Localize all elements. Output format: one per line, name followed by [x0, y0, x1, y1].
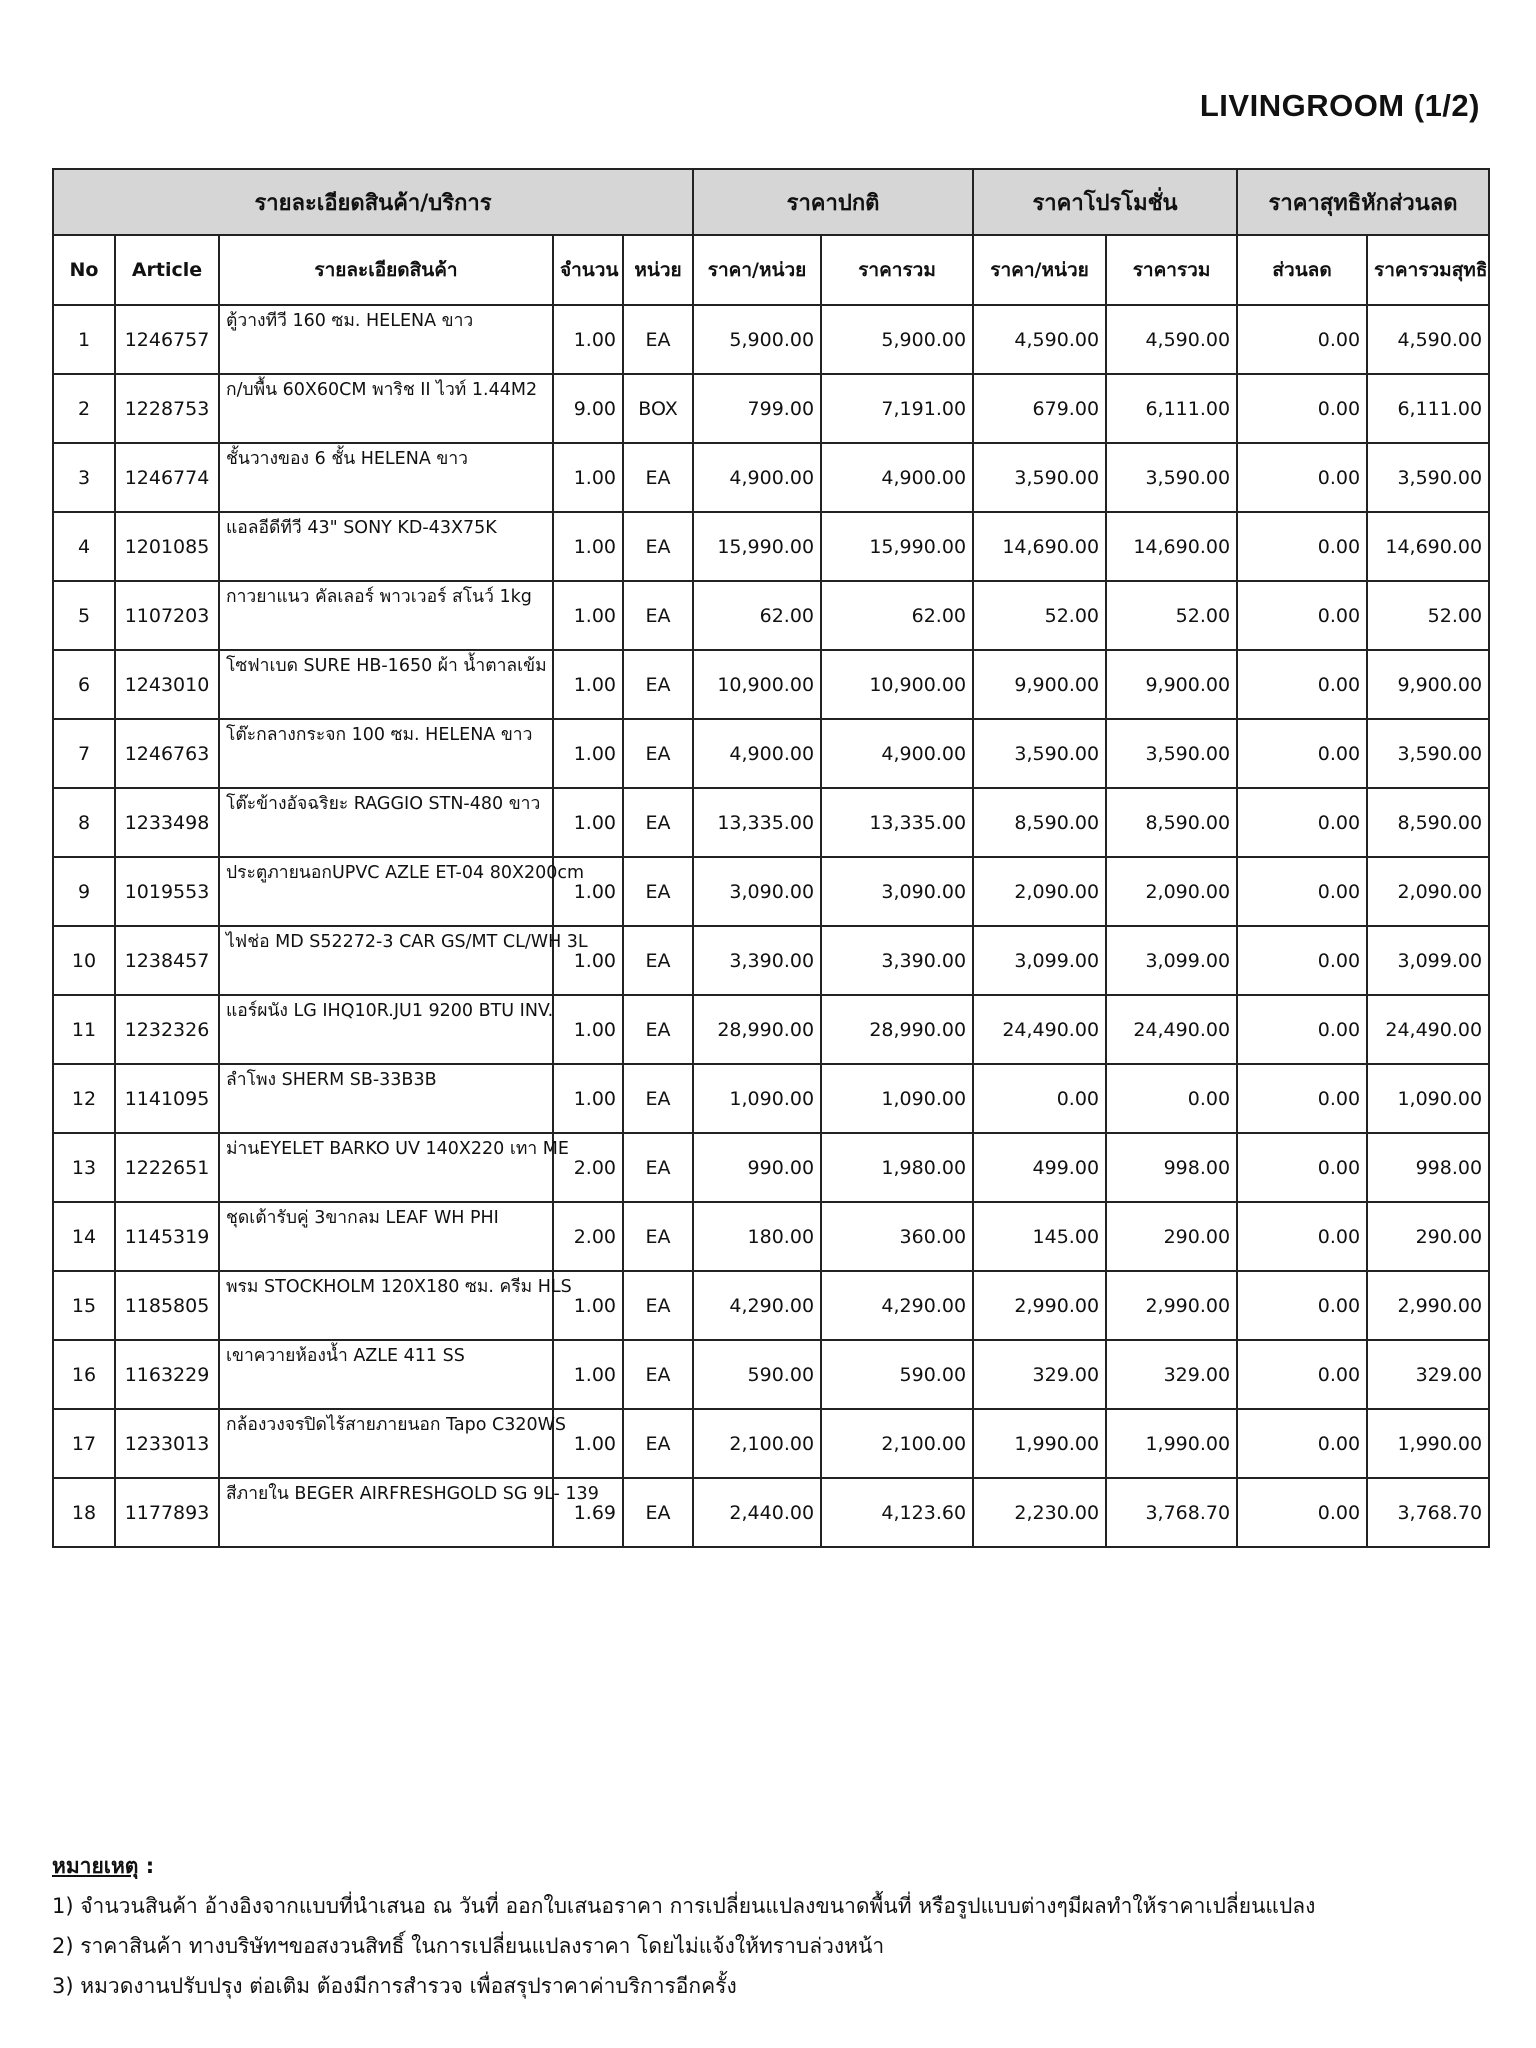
cell-regular-unit-price: 10,900.00	[693, 650, 821, 719]
cell-qty: 2.00	[553, 1133, 623, 1202]
cell-no: 15	[53, 1271, 115, 1340]
cell-qty: 9.00	[553, 374, 623, 443]
notes-heading	[52, 1846, 1492, 1886]
cell-net-total: 329.00	[1367, 1340, 1489, 1409]
cell-promo-unit-price: 52.00	[973, 581, 1106, 650]
cell-unit: EA	[623, 1133, 693, 1202]
table-row	[53, 443, 1489, 512]
cell-no: 6	[53, 650, 115, 719]
col-header-regular-total: ราคารวม	[821, 235, 973, 305]
cell-net-total: 3,590.00	[1367, 719, 1489, 788]
cell-discount: 0.00	[1237, 581, 1367, 650]
cell-no: 3	[53, 443, 115, 512]
group-header-net-price: ราคาสุทธิหักส่วนลด	[1237, 169, 1489, 235]
group-header-row	[53, 169, 1489, 235]
cell-unit: EA	[623, 1064, 693, 1133]
cell-discount: 0.00	[1237, 1478, 1367, 1547]
column-header-row	[53, 235, 1489, 305]
cell-net-total: 3,768.70	[1367, 1478, 1489, 1547]
cell-net-total: 52.00	[1367, 581, 1489, 650]
cell-article: 1019553	[115, 857, 219, 926]
col-header-net-total: ราคารวมสุทธิ	[1367, 235, 1489, 305]
cell-unit: EA	[623, 650, 693, 719]
cell-article: 1107203	[115, 581, 219, 650]
col-header-promo-total: ราคารวม	[1106, 235, 1237, 305]
cell-article: 1222651	[115, 1133, 219, 1202]
cell-no: 11	[53, 995, 115, 1064]
cell-description: โซฟาเบด SURE HB-1650 ผ้า น้ำตาลเข้ม	[219, 650, 553, 719]
cell-promo-total: 3,590.00	[1106, 443, 1237, 512]
cell-regular-unit-price: 990.00	[693, 1133, 821, 1202]
table-row	[53, 305, 1489, 374]
cell-description: โต๊ะกลางกระจก 100 ซม. HELENA ขาว	[219, 719, 553, 788]
table-row	[53, 1133, 1489, 1202]
cell-article: 1233013	[115, 1409, 219, 1478]
cell-discount: 0.00	[1237, 512, 1367, 581]
cell-no: 2	[53, 374, 115, 443]
cell-net-total: 1,090.00	[1367, 1064, 1489, 1133]
cell-unit: EA	[623, 1478, 693, 1547]
table-row	[53, 857, 1489, 926]
cell-regular-total: 15,990.00	[821, 512, 973, 581]
cell-regular-total: 4,123.60	[821, 1478, 973, 1547]
cell-unit: EA	[623, 581, 693, 650]
cell-unit: EA	[623, 443, 693, 512]
cell-unit: EA	[623, 788, 693, 857]
cell-promo-total: 24,490.00	[1106, 995, 1237, 1064]
cell-promo-unit-price: 679.00	[973, 374, 1106, 443]
cell-article: 1246757	[115, 305, 219, 374]
col-header-regular-unit-price: ราคา/หน่วย	[693, 235, 821, 305]
cell-promo-total: 1,990.00	[1106, 1409, 1237, 1478]
cell-promo-unit-price: 145.00	[973, 1202, 1106, 1271]
cell-discount: 0.00	[1237, 857, 1367, 926]
cell-discount: 0.00	[1237, 443, 1367, 512]
cell-regular-unit-price: 1,090.00	[693, 1064, 821, 1133]
cell-no: 9	[53, 857, 115, 926]
cell-discount: 0.00	[1237, 1133, 1367, 1202]
cell-promo-total: 6,111.00	[1106, 374, 1237, 443]
cell-regular-unit-price: 4,900.00	[693, 443, 821, 512]
table-row	[53, 1271, 1489, 1340]
cell-net-total: 6,111.00	[1367, 374, 1489, 443]
table-row	[53, 581, 1489, 650]
cell-description: แอร์ผนัง LG IHQ10R.JU1 9200 BTU INV.	[219, 995, 553, 1064]
cell-article: 1238457	[115, 926, 219, 995]
cell-discount: 0.00	[1237, 374, 1367, 443]
cell-promo-unit-price: 2,990.00	[973, 1271, 1106, 1340]
cell-qty: 1.00	[553, 1271, 623, 1340]
cell-article: 1177893	[115, 1478, 219, 1547]
cell-description: เขาควายห้องน้ำ AZLE 411 SS	[219, 1340, 553, 1409]
cell-promo-total: 329.00	[1106, 1340, 1237, 1409]
cell-regular-unit-price: 3,390.00	[693, 926, 821, 995]
cell-net-total: 1,990.00	[1367, 1409, 1489, 1478]
cell-qty: 1.00	[553, 581, 623, 650]
cell-no: 5	[53, 581, 115, 650]
cell-promo-unit-price: 4,590.00	[973, 305, 1106, 374]
cell-promo-unit-price: 8,590.00	[973, 788, 1106, 857]
cell-description: ลำโพง SHERM SB-33B3B	[219, 1064, 553, 1133]
cell-regular-unit-price: 28,990.00	[693, 995, 821, 1064]
cell-no: 14	[53, 1202, 115, 1271]
col-header-description: รายละเอียดสินค้า	[219, 235, 553, 305]
cell-no: 13	[53, 1133, 115, 1202]
cell-description: ไฟช่อ MD S52272-3 CAR GS/MT CL/WH 3L	[219, 926, 553, 995]
cell-unit: EA	[623, 1271, 693, 1340]
cell-article: 1233498	[115, 788, 219, 857]
cell-regular-unit-price: 13,335.00	[693, 788, 821, 857]
notes-title-suffix: :	[138, 1854, 155, 1878]
cell-promo-total: 14,690.00	[1106, 512, 1237, 581]
cell-qty: 1.00	[553, 788, 623, 857]
cell-no: 8	[53, 788, 115, 857]
cell-promo-total: 290.00	[1106, 1202, 1237, 1271]
cell-no: 12	[53, 1064, 115, 1133]
cell-qty: 1.00	[553, 1409, 623, 1478]
cell-regular-unit-price: 15,990.00	[693, 512, 821, 581]
table-row	[53, 995, 1489, 1064]
notes-title: หมายเหตุ	[52, 1854, 139, 1878]
cell-unit: EA	[623, 857, 693, 926]
cell-article: 1201085	[115, 512, 219, 581]
cell-regular-total: 4,900.00	[821, 719, 973, 788]
col-header-unit: หน่วย	[623, 235, 693, 305]
table-row	[53, 719, 1489, 788]
cell-net-total: 998.00	[1367, 1133, 1489, 1202]
cell-promo-unit-price: 9,900.00	[973, 650, 1106, 719]
cell-article: 1243010	[115, 650, 219, 719]
cell-discount: 0.00	[1237, 1271, 1367, 1340]
quotation-table	[52, 168, 1490, 1548]
cell-unit: EA	[623, 995, 693, 1064]
cell-promo-total: 8,590.00	[1106, 788, 1237, 857]
cell-qty: 1.00	[553, 512, 623, 581]
col-header-article: Article	[115, 235, 219, 305]
cell-qty: 1.00	[553, 650, 623, 719]
notes-section	[52, 1846, 1492, 2006]
note-item: 2) ราคาสินค้า ทางบริษัทฯขอสงวนสิทธิ์ ในการเปลี่ยนแปลงราคา โดยไม่แจ้งให้ทราบล่วงหน้า	[52, 1934, 885, 1958]
cell-promo-unit-price: 3,590.00	[973, 443, 1106, 512]
cell-description: สีภายใน BEGER AIRFRESHGOLD SG 9L- 139	[219, 1478, 553, 1547]
cell-regular-total: 590.00	[821, 1340, 973, 1409]
cell-promo-unit-price: 329.00	[973, 1340, 1106, 1409]
cell-no: 1	[53, 305, 115, 374]
cell-promo-total: 9,900.00	[1106, 650, 1237, 719]
cell-description: ตู้วางทีวี 160 ซม. HELENA ขาว	[219, 305, 553, 374]
cell-promo-unit-price: 0.00	[973, 1064, 1106, 1133]
table-row	[53, 1409, 1489, 1478]
cell-unit: EA	[623, 926, 693, 995]
cell-description: กล้องวงจรปิดไร้สายภายนอก Tapo C320WS	[219, 1409, 553, 1478]
cell-regular-total: 28,990.00	[821, 995, 973, 1064]
group-header-promo-price: ราคาโปรโมชั่น	[973, 169, 1237, 235]
cell-promo-total: 2,090.00	[1106, 857, 1237, 926]
cell-promo-total: 0.00	[1106, 1064, 1237, 1133]
cell-unit: EA	[623, 305, 693, 374]
cell-net-total: 14,690.00	[1367, 512, 1489, 581]
cell-promo-total: 52.00	[1106, 581, 1237, 650]
col-header-qty: จำนวน	[553, 235, 623, 305]
cell-net-total: 4,590.00	[1367, 305, 1489, 374]
table-row	[53, 1202, 1489, 1271]
cell-qty: 1.00	[553, 1340, 623, 1409]
cell-description: ม่านEYELET BARKO UV 140X220 เทา ME	[219, 1133, 553, 1202]
cell-qty: 1.00	[553, 443, 623, 512]
cell-qty: 1.00	[553, 926, 623, 995]
cell-regular-unit-price: 799.00	[693, 374, 821, 443]
cell-discount: 0.00	[1237, 305, 1367, 374]
cell-regular-unit-price: 3,090.00	[693, 857, 821, 926]
cell-article: 1232326	[115, 995, 219, 1064]
cell-discount: 0.00	[1237, 1202, 1367, 1271]
note-item: 3) หมวดงานปรับปรุง ต่อเติม ต้องมีการสำรวจ เพื่อสรุปราคาค่าบริการอีกครั้ง	[52, 1974, 737, 1998]
cell-regular-total: 7,191.00	[821, 374, 973, 443]
cell-promo-total: 3,099.00	[1106, 926, 1237, 995]
cell-unit: EA	[623, 719, 693, 788]
cell-regular-unit-price: 180.00	[693, 1202, 821, 1271]
cell-regular-total: 360.00	[821, 1202, 973, 1271]
cell-article: 1163229	[115, 1340, 219, 1409]
cell-qty: 1.00	[553, 1064, 623, 1133]
cell-description: พรม STOCKHOLM 120X180 ซม. ครีม HLS	[219, 1271, 553, 1340]
cell-promo-unit-price: 3,590.00	[973, 719, 1106, 788]
table-row	[53, 1064, 1489, 1133]
cell-promo-total: 2,990.00	[1106, 1271, 1237, 1340]
cell-qty: 1.00	[553, 995, 623, 1064]
cell-regular-total: 5,900.00	[821, 305, 973, 374]
cell-description: โต๊ะข้างอัจฉริยะ RAGGIO STN-480 ขาว	[219, 788, 553, 857]
cell-qty: 1.00	[553, 305, 623, 374]
cell-regular-total: 4,290.00	[821, 1271, 973, 1340]
cell-promo-unit-price: 2,230.00	[973, 1478, 1106, 1547]
cell-no: 4	[53, 512, 115, 581]
cell-promo-total: 3,590.00	[1106, 719, 1237, 788]
note-item: 1) จำนวนสินค้า อ้างอิงจากแบบที่นำเสนอ ณ วันที่ ออกใบเสนอราคา การเปลี่ยนแปลงขนาดพื้นที่ หรือรูปแบบต่างๆมีผลทำให้ราคาเปลี่ยนแปลง	[52, 1894, 1316, 1918]
cell-unit: EA	[623, 1202, 693, 1271]
cell-net-total: 290.00	[1367, 1202, 1489, 1271]
cell-qty: 1.00	[553, 857, 623, 926]
cell-regular-unit-price: 4,290.00	[693, 1271, 821, 1340]
cell-regular-unit-price: 2,440.00	[693, 1478, 821, 1547]
cell-net-total: 24,490.00	[1367, 995, 1489, 1064]
cell-regular-unit-price: 4,900.00	[693, 719, 821, 788]
cell-unit: EA	[623, 1409, 693, 1478]
cell-promo-total: 998.00	[1106, 1133, 1237, 1202]
page-title: LIVINGROOM (1/2)	[1199, 88, 1480, 123]
cell-regular-total: 13,335.00	[821, 788, 973, 857]
table-row	[53, 1340, 1489, 1409]
cell-net-total: 9,900.00	[1367, 650, 1489, 719]
cell-discount: 0.00	[1237, 1409, 1367, 1478]
cell-promo-unit-price: 24,490.00	[973, 995, 1106, 1064]
cell-discount: 0.00	[1237, 650, 1367, 719]
cell-no: 17	[53, 1409, 115, 1478]
cell-promo-unit-price: 499.00	[973, 1133, 1106, 1202]
cell-discount: 0.00	[1237, 788, 1367, 857]
cell-description: ชุดเต้ารับคู่ 3ขากลม LEAF WH PHI	[219, 1202, 553, 1271]
cell-unit: BOX	[623, 374, 693, 443]
cell-discount: 0.00	[1237, 1064, 1367, 1133]
cell-regular-total: 1,980.00	[821, 1133, 973, 1202]
cell-no: 10	[53, 926, 115, 995]
cell-regular-total: 3,090.00	[821, 857, 973, 926]
cell-discount: 0.00	[1237, 719, 1367, 788]
cell-regular-total: 4,900.00	[821, 443, 973, 512]
cell-net-total: 3,099.00	[1367, 926, 1489, 995]
cell-net-total: 8,590.00	[1367, 788, 1489, 857]
cell-net-total: 3,590.00	[1367, 443, 1489, 512]
cell-promo-total: 3,768.70	[1106, 1478, 1237, 1547]
cell-promo-unit-price: 1,990.00	[973, 1409, 1106, 1478]
cell-regular-total: 3,390.00	[821, 926, 973, 995]
cell-unit: EA	[623, 1340, 693, 1409]
table-row	[53, 926, 1489, 995]
cell-regular-unit-price: 62.00	[693, 581, 821, 650]
cell-net-total: 2,090.00	[1367, 857, 1489, 926]
cell-regular-total: 10,900.00	[821, 650, 973, 719]
cell-description: ก/บพื้น 60X60CM พาริช II ไวท์ 1.44M2	[219, 374, 553, 443]
cell-article: 1246774	[115, 443, 219, 512]
group-header-details: รายละเอียดสินค้า/บริการ	[53, 169, 693, 235]
col-header-no: No	[53, 235, 115, 305]
table-row	[53, 512, 1489, 581]
cell-unit: EA	[623, 512, 693, 581]
cell-discount: 0.00	[1237, 995, 1367, 1064]
cell-article: 1228753	[115, 374, 219, 443]
cell-promo-unit-price: 3,099.00	[973, 926, 1106, 995]
cell-net-total: 2,990.00	[1367, 1271, 1489, 1340]
cell-discount: 0.00	[1237, 1340, 1367, 1409]
cell-article: 1145319	[115, 1202, 219, 1271]
table-row	[53, 650, 1489, 719]
cell-promo-total: 4,590.00	[1106, 305, 1237, 374]
cell-regular-total: 62.00	[821, 581, 973, 650]
cell-description: ประตูภายนอกUPVC AZLE ET-04 80X200cm	[219, 857, 553, 926]
cell-regular-total: 1,090.00	[821, 1064, 973, 1133]
cell-article: 1141095	[115, 1064, 219, 1133]
cell-no: 18	[53, 1478, 115, 1547]
cell-promo-unit-price: 14,690.00	[973, 512, 1106, 581]
cell-regular-unit-price: 590.00	[693, 1340, 821, 1409]
cell-description: แอลอีดีทีวี 43" SONY KD-43X75K	[219, 512, 553, 581]
cell-no: 16	[53, 1340, 115, 1409]
col-header-discount: ส่วนลด	[1237, 235, 1367, 305]
table-row	[53, 1478, 1489, 1547]
cell-no: 7	[53, 719, 115, 788]
cell-description: กาวยาแนว คัลเลอร์ พาวเวอร์ สโนว์ 1kg	[219, 581, 553, 650]
cell-promo-unit-price: 2,090.00	[973, 857, 1106, 926]
cell-regular-unit-price: 2,100.00	[693, 1409, 821, 1478]
table-row	[53, 374, 1489, 443]
col-header-promo-unit-price: ราคา/หน่วย	[973, 235, 1106, 305]
cell-discount: 0.00	[1237, 926, 1367, 995]
cell-qty: 2.00	[553, 1202, 623, 1271]
table-body	[53, 305, 1489, 1547]
cell-article: 1246763	[115, 719, 219, 788]
group-header-regular-price: ราคาปกติ	[693, 169, 973, 235]
cell-qty: 1.00	[553, 719, 623, 788]
table-row	[53, 788, 1489, 857]
cell-qty: 1.69	[553, 1478, 623, 1547]
cell-regular-unit-price: 5,900.00	[693, 305, 821, 374]
cell-article: 1185805	[115, 1271, 219, 1340]
cell-regular-total: 2,100.00	[821, 1409, 973, 1478]
cell-description: ชั้นวางของ 6 ชั้น HELENA ขาว	[219, 443, 553, 512]
